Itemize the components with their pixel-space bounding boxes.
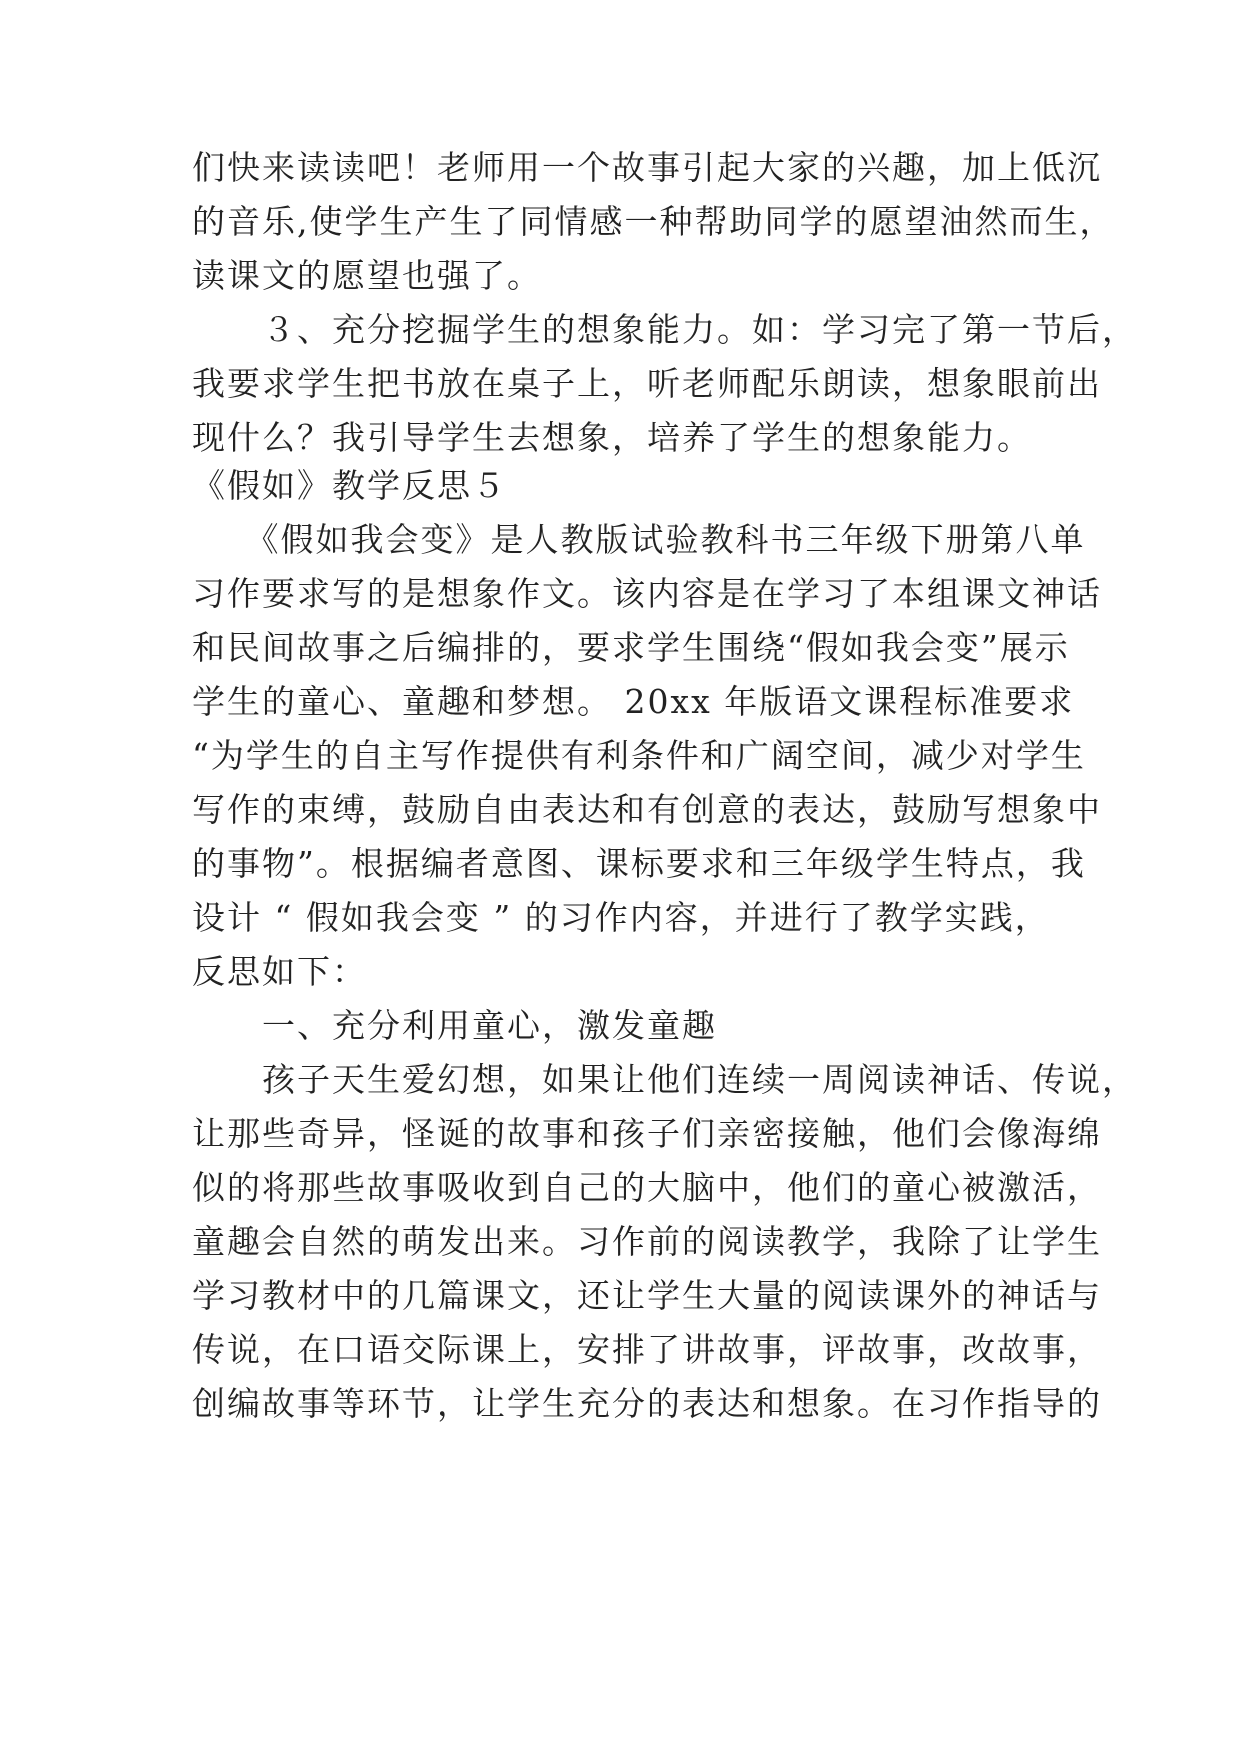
text-line: ３、充分挖掘学生的想象能力。如：学习完了第一节后， <box>192 310 1137 349</box>
text-line: 创编故事等环节，让学生充分的表达和想象。在习作指导的 <box>192 1384 1102 1423</box>
text-line: 现什么？我引导学生去想象，培养了学生的想象能力。 <box>192 418 1032 457</box>
text-line: 孩子天生爱幻想，如果让他们连续一周阅读神话、传说， <box>192 1060 1137 1099</box>
text-line: 写作的束缚，鼓励自由表达和有创意的表达，鼓励写想象中 <box>192 790 1102 829</box>
text-line: 童趣会自然的萌发出来。习作前的阅读教学，我除了让学生 <box>192 1222 1102 1261</box>
text-line: 们快来读读吧！老师用一个故事引起大家的兴趣，加上低沉 <box>192 148 1102 187</box>
text-line: “为学生的自主写作提供有利条件和广阔空间，减少对学生 <box>192 736 1086 775</box>
text-line: 让那些奇异，怪诞的故事和孩子们亲密接触，他们会像海绵 <box>192 1114 1102 1153</box>
subheading: 一、充分利用童心，激发童趣 <box>192 1006 717 1045</box>
text-line: 学习教材中的几篇课文，还让学生大量的阅读课外的神话与 <box>192 1276 1102 1315</box>
text-line: 我要求学生把书放在桌子上，听老师配乐朗读，想象眼前出 <box>192 364 1102 403</box>
text-line: 似的将那些故事吸收到自己的大脑中，他们的童心被激活， <box>192 1168 1102 1207</box>
section-heading: 《假如》教学反思５ <box>192 466 507 505</box>
text-line: 《假如我会变》是人教版试验教科书三年级下册第八单 <box>192 520 1086 559</box>
text-line: 反思如下： <box>192 952 367 991</box>
text-line: 传说，在口语交际课上，安排了讲故事，评故事，改故事， <box>192 1330 1102 1369</box>
text-line: 和民间故事之后编排的，要求学生围绕“假如我会变”展示 <box>192 628 1070 667</box>
text-line: 的事物”。根据编者意图、课标要求和三年级学生特点，我 <box>192 844 1086 883</box>
text-line: 设计 “ 假如我会变 ” 的习作内容，并进行了教学实践， <box>192 898 1050 937</box>
text-line: 习作要求写的是想象作文。该内容是在学习了本组课文神话 <box>192 574 1102 613</box>
text-line: 的音乐,使学生产生了同情感一种帮助同学的愿望油然而生， <box>192 202 1115 241</box>
text-line: 读课文的愿望也强了。 <box>192 256 542 295</box>
text-line: 学生的童心、童趣和梦想。 20xx 年版语文课程标准要求 <box>192 682 1075 721</box>
